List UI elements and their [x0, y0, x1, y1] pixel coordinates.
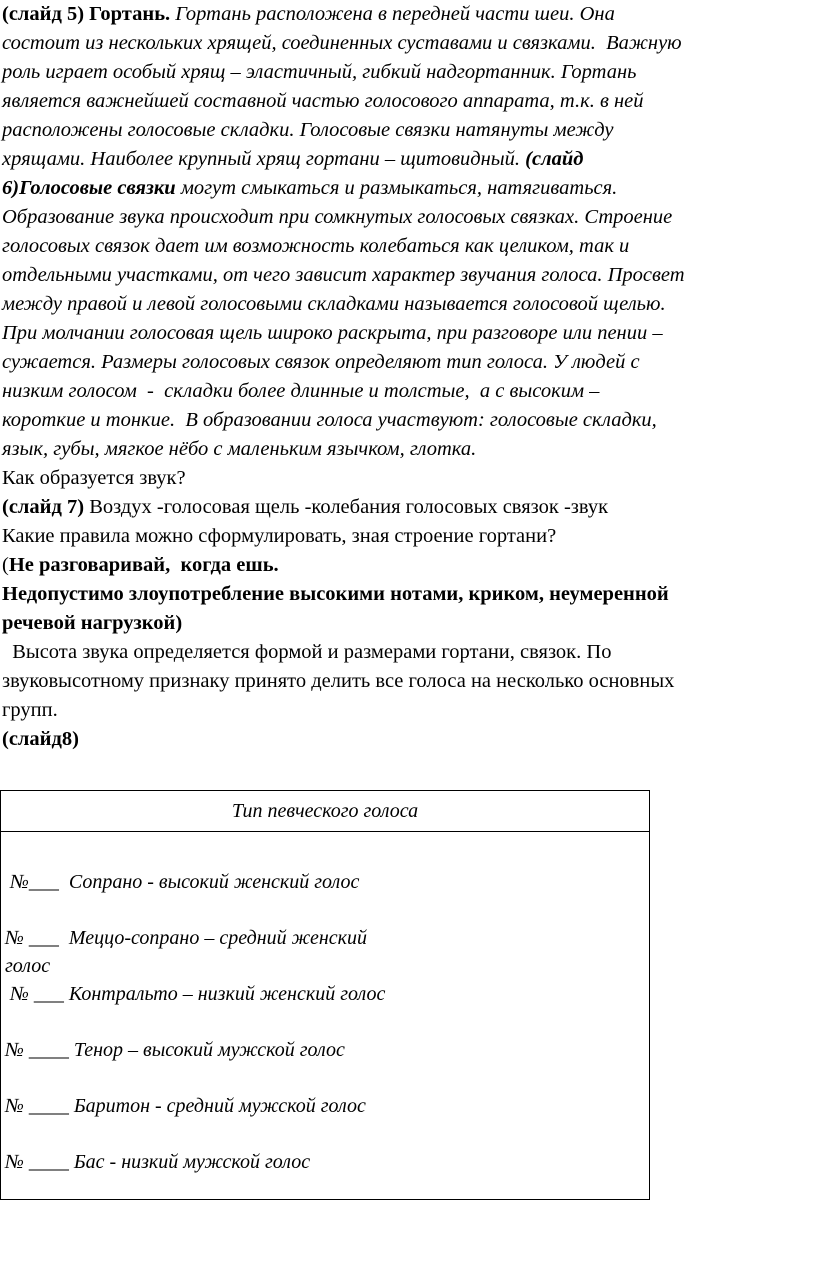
text-segment: голосовых связок дает им возможность колебаться как целиком, так и [2, 235, 630, 257]
text-segment: Высота звука определяется формой и размерами гортани, связок. По [2, 641, 612, 663]
table-entry-baritone: № ____ Баритон - средний мужской голос [5, 1095, 366, 1117]
text-segment: Как образуется звук? [2, 467, 186, 489]
table-entry-tenor: № ____ Тенор – высокий мужской голос [5, 1039, 345, 1061]
text-line [2, 232, 816, 261]
text-segment: звуковысотному признаку принято делить все голоса на несколько основных [2, 670, 675, 692]
text-segment: речевой нагрузкой) [2, 612, 183, 634]
table-entry-contralto: № ___ Контральто – низкий женский голос [5, 983, 386, 1005]
text-segment: (слайд 7) [2, 496, 85, 518]
table-header: Тип певческого голоса [1, 791, 649, 832]
text-segment: язык, губы, мягкое нёбо с маленьким язычком, глотка. [2, 438, 477, 460]
text-line [2, 464, 816, 493]
text-line [2, 435, 816, 464]
text-line [2, 87, 816, 116]
text-segment: (слайд 5) Гортань. [2, 3, 171, 25]
text-line [2, 377, 816, 406]
document-text [2, 0, 816, 754]
document-page [2, 0, 816, 754]
text-line [2, 290, 816, 319]
text-line [2, 667, 816, 696]
table-entry-mezzo: № ___ Меццо-сопрано – средний женский [5, 927, 367, 949]
text-segment: состоит из нескольких хрящей, соединенных суставами и связками. Важную [2, 32, 682, 54]
text-segment: низким голосом - складки более длинные и толстые, а с высоким – [2, 380, 600, 402]
text-line [2, 551, 816, 580]
voice-type-table [0, 790, 650, 1200]
text-line [2, 406, 816, 435]
text-segment: Не разговаривай, когда ешь. [8, 554, 279, 576]
text-segment: расположены голосовые складки. Голосовые связки натянуты между [2, 119, 614, 141]
text-segment: Образование звука происходит при сомкнутых голосовых связках. Строение [2, 206, 673, 228]
text-line [2, 348, 816, 377]
text-line [2, 174, 816, 203]
text-segment: хрящами. Наиболее крупный хрящ гортани – щитовидный. [2, 148, 521, 170]
text-segment: Какие правила можно сформулировать, зная строение гортани? [2, 525, 557, 547]
text-line [2, 493, 816, 522]
text-segment: является важнейшей составной частью голосового аппарата, т.к. в ней [2, 90, 644, 112]
text-segment: короткие и тонкие. В образовании голоса участвуют: голосовые складки, [2, 409, 657, 431]
text-segment: Гортань расположена в передней части шеи. Она [170, 3, 615, 25]
text-segment: между правой и левой голосовыми складками называется голосовой щелью. [2, 293, 666, 315]
text-line [2, 58, 816, 87]
text-line [2, 29, 816, 58]
table-entry-soprano: №___ Сопрано - высокий женский голос [5, 871, 360, 893]
text-segment: групп. [2, 699, 58, 721]
table-entry-bass: № ____ Бас - низкий мужской голос [5, 1151, 311, 1173]
text-line [2, 522, 816, 551]
text-line [2, 145, 816, 174]
text-segment: 6)Голосовые связки [2, 177, 176, 199]
text-segment: (слайд [520, 148, 584, 170]
text-line [2, 638, 816, 667]
text-line [2, 203, 816, 232]
text-segment: отдельными участками, от чего зависит характер звучания голоса. Просвет [2, 264, 685, 286]
text-segment: При молчании голосовая щель широко раскрыта, при разговоре или пении – [2, 322, 663, 344]
text-line [2, 0, 816, 29]
text-line [2, 725, 816, 754]
text-line [2, 580, 816, 609]
text-segment: (слайд8) [2, 728, 79, 750]
text-line [2, 609, 816, 638]
text-segment: Недопустимо злоупотребление высокими нотами, криком, неумеренной [2, 583, 669, 605]
text-segment: Воздух -голосовая щель -колебания голосовых связок -звук [84, 496, 609, 518]
text-line [2, 319, 816, 348]
text-segment: роль играет особый хрящ – эластичный, гибкий надгортанник. Гортань [2, 61, 637, 83]
text-line [2, 116, 816, 145]
text-line [2, 261, 816, 290]
text-segment: ( [2, 554, 9, 576]
table-entry-mezzo-cont: голос [5, 955, 51, 977]
text-segment: сужается. Размеры голосовых связок определяют тип голоса. У людей с [2, 351, 640, 373]
text-line [2, 696, 816, 725]
text-segment: могут смыкаться и размыкаться, натягиваться. [175, 177, 618, 199]
